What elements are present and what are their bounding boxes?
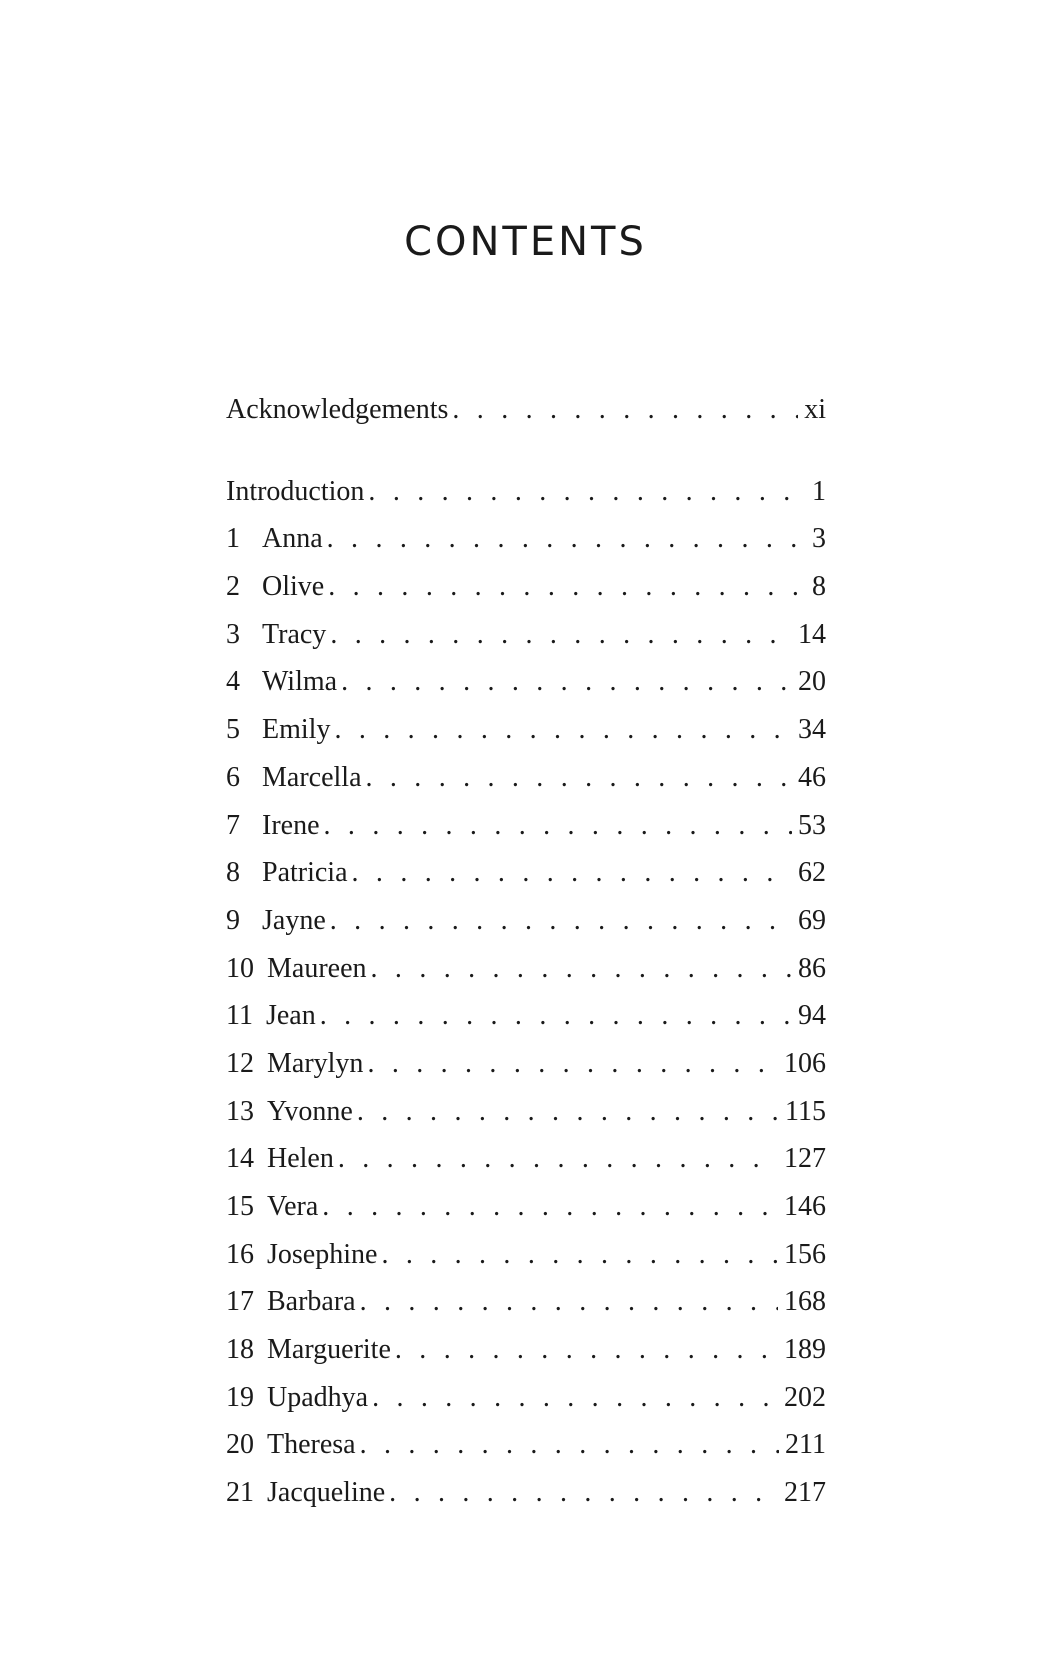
toc-entry-chapter	[226, 563, 826, 611]
chapter-number: 10	[226, 952, 254, 984]
toc-entry-chapter	[226, 611, 826, 659]
dot-leader	[389, 1469, 778, 1517]
toc-entry-label: Vera	[267, 1191, 319, 1222]
chapter-number: 15	[226, 1191, 254, 1222]
chapter-number: 16	[226, 1238, 254, 1270]
chapter-number: 11	[226, 1000, 253, 1032]
toc-entry-page: 106	[784, 1047, 826, 1079]
toc-entry-page: 86	[798, 952, 826, 984]
toc-entry-label: Olive	[262, 571, 325, 603]
toc-entry-chapter	[226, 1231, 826, 1279]
toc-entry-label: Patricia	[262, 857, 348, 889]
dot-leader	[371, 945, 792, 993]
dot-leader	[327, 515, 806, 563]
dot-leader	[320, 992, 792, 1040]
dot-leader	[381, 1231, 778, 1279]
toc-entry-page: 1	[812, 475, 826, 507]
toc-entry-chapter	[226, 992, 826, 1040]
dot-leader	[372, 1374, 778, 1422]
toc-entry-page: 34	[798, 714, 826, 746]
toc-entry-chapter	[226, 1135, 826, 1183]
dot-leader	[324, 802, 792, 850]
toc-entry-page: 3	[812, 523, 826, 555]
toc-entry-chapter	[226, 1040, 826, 1088]
chapter-number: 18	[226, 1334, 254, 1366]
toc-entry-page: 20	[798, 666, 826, 698]
chapter-number: 21	[226, 1477, 254, 1509]
toc-entry-page: 156	[784, 1238, 826, 1270]
toc-entry-label: Maureen	[267, 952, 367, 984]
toc-entry-page: 14	[798, 618, 826, 650]
toc-entry-page: 62	[798, 857, 826, 889]
toc-entry-chapter	[226, 1326, 826, 1374]
toc-entry-label: Barbara	[267, 1286, 356, 1318]
toc-entry-page: 46	[798, 761, 826, 793]
toc-entry-label: Jean	[265, 1000, 316, 1032]
toc-entry-chapter	[226, 849, 826, 897]
toc-entry-label: Yvonne	[267, 1095, 353, 1127]
dot-leader	[360, 1278, 778, 1326]
toc-entry-label: Introduction	[226, 475, 365, 507]
chapter-number: 1	[226, 523, 240, 555]
toc-entry-page: 53	[798, 809, 826, 841]
dot-leader	[341, 658, 792, 706]
toc-entry-label: Jacqueline	[267, 1477, 386, 1509]
chapter-number: 7	[226, 809, 240, 841]
toc-entry-introduction	[226, 468, 826, 516]
toc-entry-label: Theresa	[267, 1429, 356, 1461]
contents-heading: CONTENTS	[404, 219, 647, 265]
toc-entry-chapter	[226, 945, 826, 993]
toc-entry-label: Emily	[262, 714, 331, 746]
chapter-number: 8	[226, 857, 240, 889]
dot-leader	[395, 1326, 778, 1374]
table-of-contents	[226, 386, 826, 1517]
toc-entry-label: Marguerite	[267, 1334, 391, 1366]
toc-entry-chapter	[226, 1421, 826, 1469]
dot-leader	[330, 611, 792, 659]
dot-leader	[357, 1088, 779, 1136]
toc-entry-chapter	[226, 1088, 826, 1136]
toc-entry-acknowledgements	[226, 386, 826, 434]
dot-leader	[352, 849, 792, 897]
dot-leader	[334, 706, 792, 754]
toc-entry-chapter	[226, 754, 826, 802]
toc-entry-page: 211	[785, 1429, 826, 1461]
dot-leader	[322, 1183, 778, 1231]
toc-entry-page: 115	[785, 1095, 826, 1127]
toc-entry-page: 168	[784, 1286, 826, 1318]
toc-entry-label: Tracy	[262, 618, 327, 650]
toc-entry-label: Irene	[262, 809, 320, 841]
toc-entry-chapter	[226, 897, 826, 945]
toc-entry-page: xi	[804, 394, 826, 425]
toc-entry-chapter	[226, 1183, 826, 1231]
toc-entry-label: Jayne	[262, 904, 326, 936]
dot-leader	[330, 897, 792, 945]
dot-leader	[328, 563, 806, 611]
chapter-number: 2	[226, 571, 240, 603]
chapter-number: 12	[226, 1047, 254, 1079]
toc-entry-label: Marylyn	[267, 1047, 364, 1079]
dot-leader	[366, 754, 793, 802]
chapter-number: 20	[226, 1429, 254, 1461]
chapter-number: 3	[226, 618, 240, 650]
toc-entry-label: Acknowledgements	[226, 394, 449, 425]
chapter-number: 17	[226, 1286, 254, 1318]
chapter-number: 19	[226, 1381, 254, 1413]
toc-entry-label: Upadhya	[267, 1381, 369, 1413]
chapter-number: 13	[226, 1095, 254, 1127]
chapter-number: 6	[226, 761, 240, 793]
dot-leader	[452, 386, 798, 434]
toc-entry-page: 94	[798, 1000, 826, 1032]
toc-entry-label: Helen	[267, 1143, 334, 1175]
dot-leader	[338, 1135, 778, 1183]
chapter-number: 9	[226, 904, 240, 936]
toc-entry-page: 202	[784, 1381, 826, 1413]
dot-leader	[367, 1040, 778, 1088]
toc-entry-page: 8	[812, 571, 826, 603]
toc-entry-chapter	[226, 802, 826, 850]
toc-entry-label: Wilma	[262, 666, 338, 698]
chapter-number: 14	[226, 1143, 254, 1175]
toc-entry-page: 189	[784, 1334, 826, 1366]
chapter-number: 5	[226, 714, 240, 746]
toc-entry-chapter	[226, 1469, 826, 1517]
chapter-number: 4	[226, 666, 240, 698]
toc-entry-chapter	[226, 515, 826, 563]
toc-entry-chapter	[226, 1374, 826, 1422]
toc-entry-page: 127	[784, 1143, 826, 1175]
dot-leader	[368, 468, 806, 516]
toc-entry-page: 217	[784, 1477, 826, 1509]
toc-entry-chapter	[226, 658, 826, 706]
dot-leader	[360, 1421, 779, 1469]
toc-entry-page: 69	[798, 904, 826, 936]
toc-entry-label: Anna	[262, 523, 323, 555]
toc-entry-label: Marcella	[262, 761, 362, 793]
toc-entry-chapter	[226, 1278, 826, 1326]
toc-entry-page: 146	[784, 1191, 826, 1222]
toc-entry-chapter	[226, 706, 826, 754]
toc-entry-label: Josephine	[267, 1238, 378, 1270]
